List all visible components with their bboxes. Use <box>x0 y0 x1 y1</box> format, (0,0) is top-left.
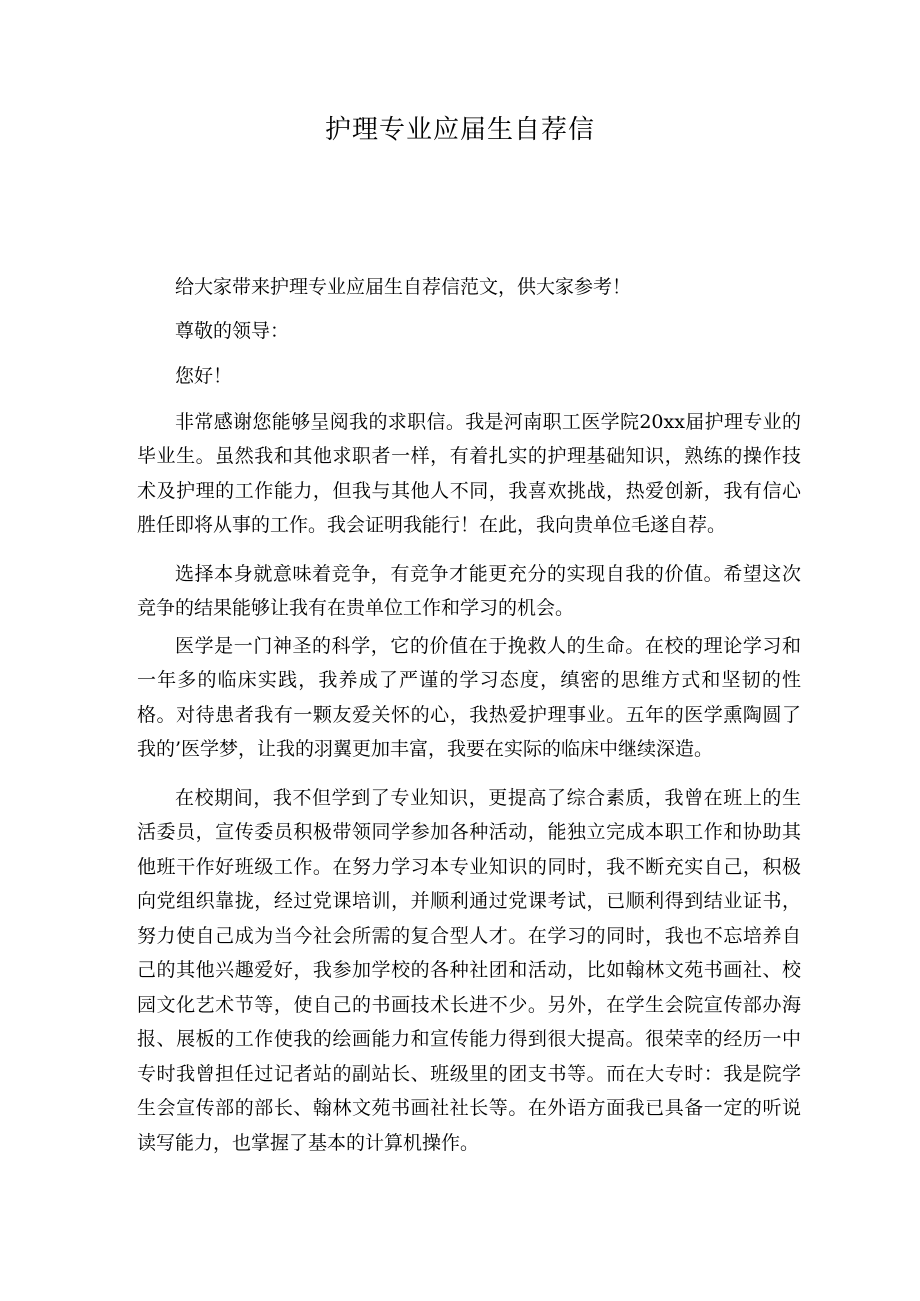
greeting: 您好！ <box>175 365 233 387</box>
document-title: 护理专业应届生自荐信 <box>324 115 595 145</box>
body-paragraph: 选择本身就意味着竞争，有竞争才能更充分的实现自我的价值。希望这次竞争的结果能够让我有在贵单位工作和学习的机会。 <box>137 562 801 619</box>
body-paragraph: 在校期间，我不但学到了专业知识，更提高了综合素质，我曾在班上的生活委员，宣传委员积极带领同学参加各种活动，能独立完成本职工作和协助其他班干作好班级工作。在努力学习本专业知识的同时，我不断充实自己，积极向党组织靠拢，经过党课培训，并顺利通过党课考试，已顺利得到结业证书，努力使自己成为当今社会所需的复合型人才。在学习的同时，我也不忘培养自己的其他兴趣爱好，我参加学校的各种社团和活动，比如翰林文苑书画社、校园文化艺术节等，使自己的书画技术长进不少。另外，在学生会院宣传部办海报、展板的工作使我的绘画能力和宣传能力得到很大提高。很荣幸的经历一中专时我曾担任过记者站的副站长、班级里的团支书等。而在大专时：我是院学生会宣传部的部长、翰林文苑书画社社长等。在外语方面我已具备一定的听说读写能力，也掌握了基本的计算机操作。 <box>137 786 801 1154</box>
intro-paragraph: 给大家带来护理专业应届生自荐信范文，供大家参考！ <box>175 276 632 298</box>
salutation: 尊敬的领导： <box>175 319 290 342</box>
body-paragraph: 医学是一门神圣的科学，它的价值在于挽救人的生命。在校的理论学习和一年多的临床实践，我养成了严谨的学习态度，缜密的思维方式和坚韧的性格。对待患者我有一颗友爱关怀的心，我热爱护理事业。五年的医学熏陶圆了我的’医学梦，让我的羽翼更加丰富，我要在实际的临床中继续深造。 <box>137 634 801 760</box>
letter-body <box>137 270 801 1160</box>
body-paragraph: 非常感谢您能够呈阅我的求职信。我是河南职工医学院20xx届护理专业的毕业生。虽然我和其他求职者一样，有着扎实的护理基础知识，熟练的操作技术及护理的工作能力，但我与其他人不同，我喜欢挑战，热爱创新，我有信心胜任即将从事的工作。我会证明我能行！在此，我向贵单位毛遂自荐。 <box>137 410 801 536</box>
